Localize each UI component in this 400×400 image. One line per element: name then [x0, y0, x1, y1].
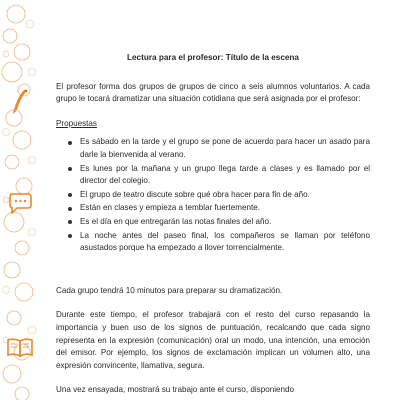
proposals-list: [56, 136, 370, 254]
document-body: [56, 52, 370, 400]
proposals-heading: Propuestas: [56, 118, 97, 128]
list-item: Es el día en que entregarán las notas finales del año.: [66, 216, 370, 229]
list-item: La noche antes del paseo final, los compañeros se llaman por teléfono asustados porque ha empezado a llover torrencialmente.: [66, 230, 370, 255]
time-paragraph: Cada grupo tendrá 10 minutos para preparar su dramatización.: [56, 285, 283, 295]
document-title: Lectura para el profesor: Título de la escena: [127, 53, 299, 62]
decorative-margin: [0, 0, 46, 400]
during-paragraph: Durante este tiempo, el profesor trabajará con el resto del curso repasando la importancia y buen uso de los signos de puntuación, recalcando que cada signo representa en la expresión (comunicación) oral un modo, una intención, una emoción del emisor. Por ejemplo, los signos de exclamación implican un volumen alto, una expresión convincente, llamativa, segura.: [56, 310, 370, 370]
list-item: Están en clases y empieza a temblar fuertemente.: [66, 202, 370, 215]
after-paragraph: Una vez ensayada, mostrará su trabajo ante el curso, disponiendo: [56, 385, 295, 395]
speech-bubble-icon: [10, 194, 31, 213]
list-item: El grupo de teatro discute sobre qué obra hacer para fin de año.: [66, 189, 370, 202]
list-item: Es lunes por la mañana y un grupo llega tarde a clases y es llamado por el director del colegio.: [66, 163, 370, 188]
intro-paragraph: El profesor forma dos grupos de grupos de cinco a seis alumnos voluntarios. A cada grupo le tocará dramatizar una situación cotidiana que será asignada por el profesor:: [56, 81, 370, 104]
list-item: Es sábado en la tarde y el grupo se pone de acuerdo para hacer un asado para darle la bienvenida al verano.: [66, 136, 370, 161]
